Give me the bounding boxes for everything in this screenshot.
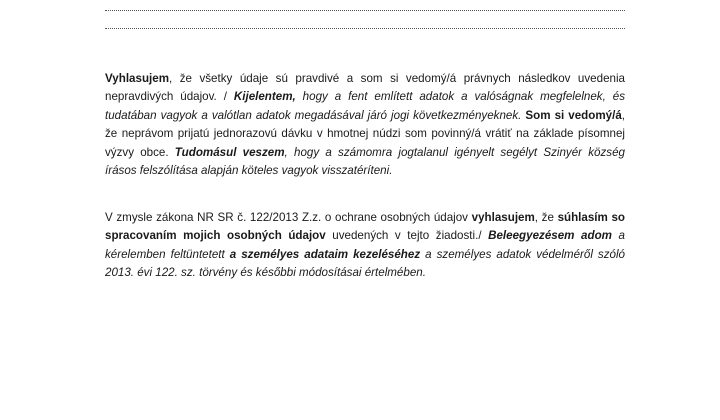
dotted-fill-line [105, 28, 625, 29]
consent-text: Beleegyezésem adom [488, 229, 612, 243]
consent-text: a kérelemben feltüntetett [105, 229, 625, 261]
declaration-text: , že všetky údaje sú pravdivé a som si vedomý/á právnych následkov uvedenia nepravdivých údajov. / [105, 72, 625, 104]
declaration-text: Tudomásul veszem [174, 145, 285, 159]
consent-paragraph [105, 209, 625, 283]
consent-text: vyhlasujem [471, 211, 535, 224]
consent-text: a személyes adataim kezeléséhez [229, 247, 421, 261]
declaration-text: Som si vedomý/á [521, 108, 622, 122]
declaration-text: Kijelentem, [233, 90, 296, 104]
consent-text: súhlasím so spracovaním mojich osobných údajov [105, 211, 625, 243]
declaration-text: , hogy a számomra jogtalanul igényelt segélyt Szinyér község írásos felszólítása alapján köteles vagyok visszatéríteni. [105, 145, 625, 178]
consent-text: , že [534, 211, 558, 224]
consent-text: V zmysle zákona NR SR č. 122/2013 Z.z. o ochrane osobných údajov [105, 211, 472, 224]
dotted-fill-line [105, 10, 625, 11]
declaration-paragraph [105, 70, 625, 180]
consent-text: uvedených v tejto žiadosti./ [325, 229, 489, 243]
declaration-text: Vyhlasujem [105, 72, 170, 85]
consent-text: a személyes adatok védelméről szóló 2013. évi 122. sz. törvény és későbbi módosításai értelmében. [105, 247, 625, 280]
declaration-text: , že neprávom prijatú jednorazovú dávku v hmotnej núdzi som povinný/á vrátiť na základe písomnej výzvy obce. [105, 108, 625, 159]
declaration-text: hogy a fent említett adatok a valóságnak megfelelnek, és tudatában vagyok a valótlan adatok megadásával járó jogi következményeknek. [105, 90, 625, 122]
